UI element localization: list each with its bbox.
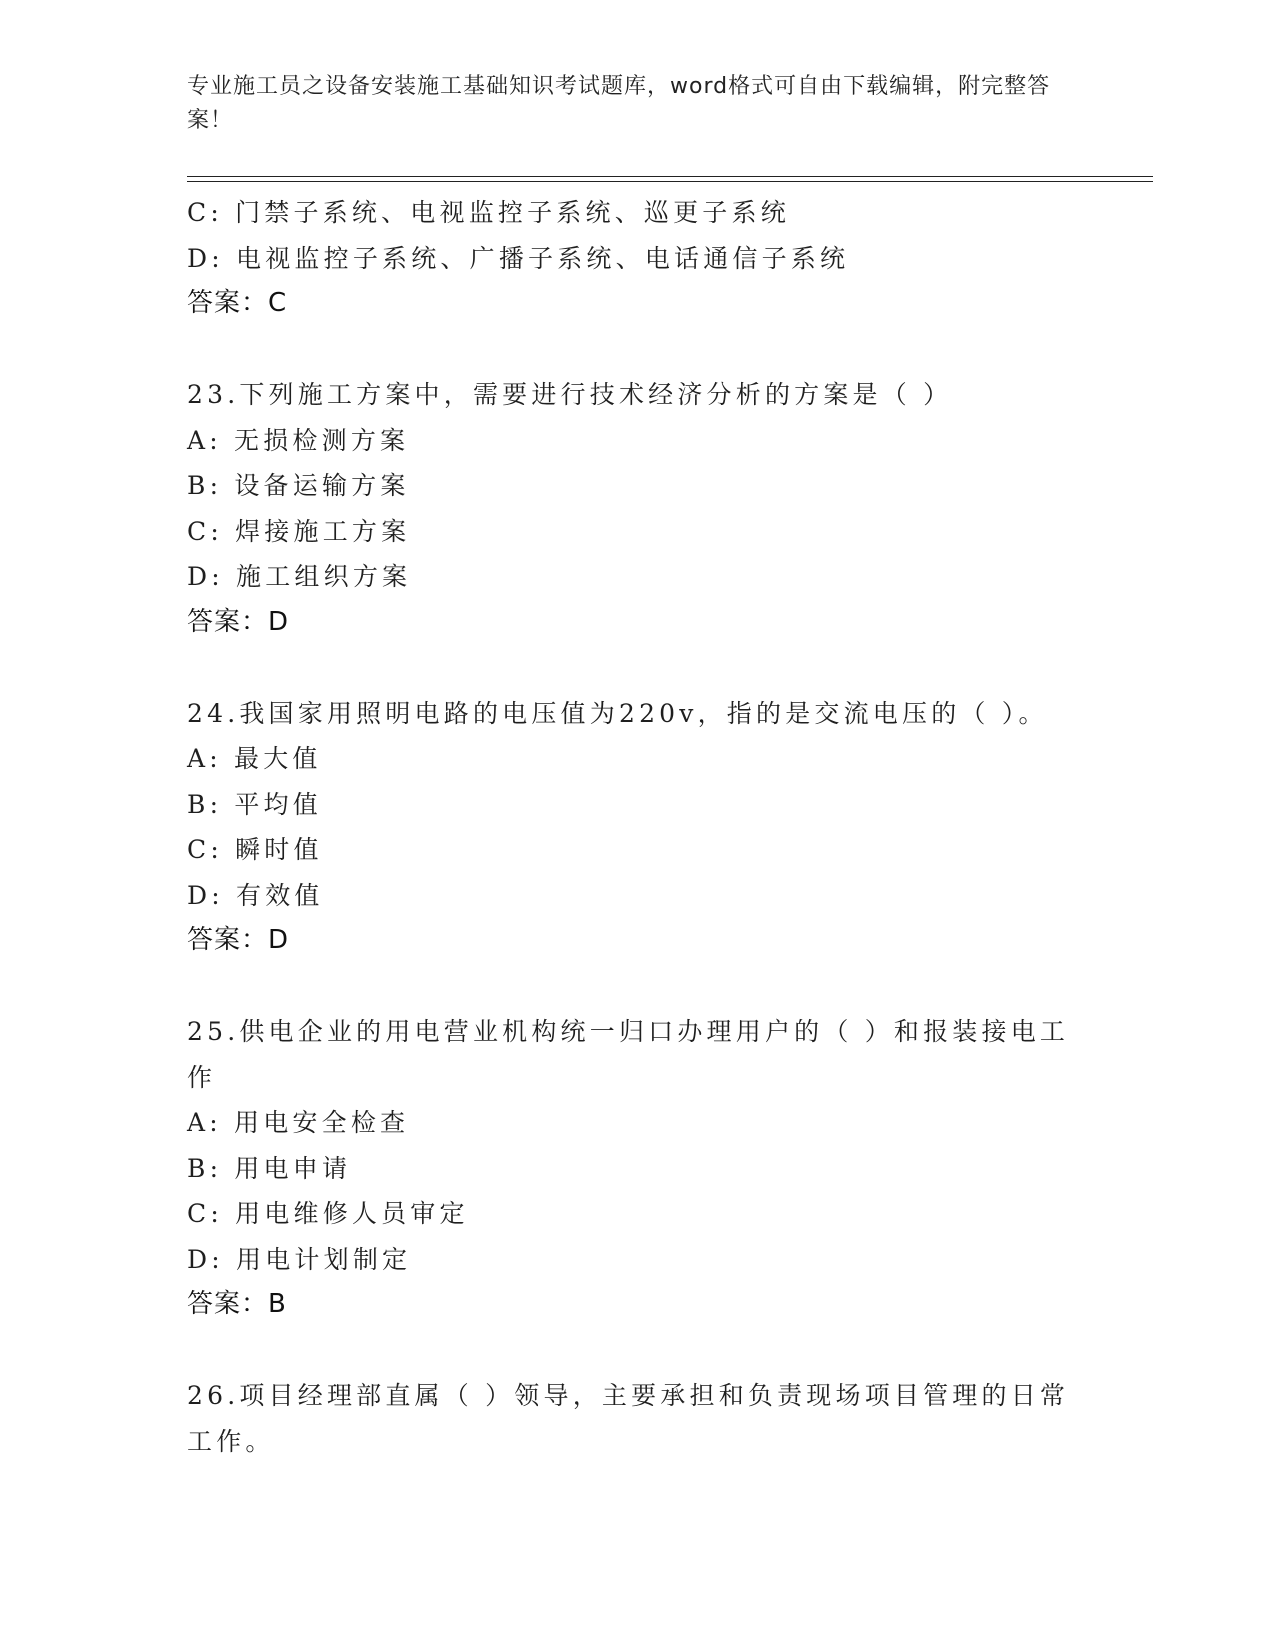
option-c: C: 门禁子系统、电视监控子系统、巡更子系统 [187, 198, 790, 227]
answer-label: 答案：D [187, 925, 290, 955]
spacer [187, 964, 1087, 1010]
answer-label: 答案：B [187, 1289, 287, 1319]
spacer [187, 645, 1087, 691]
question-25 [187, 1009, 1087, 1328]
header-divider-bottom [187, 181, 1153, 182]
option-d: D: 有效值 [187, 880, 324, 910]
option-d: D: 用电计划制定 [187, 1244, 412, 1274]
option-d: D: 施工组织方案 [187, 562, 412, 591]
question-text: 24.我国家用照明电路的电压值为220v，指的是交流电压的（ ）。 [187, 698, 1048, 728]
option-a: A: 用电安全检查 [187, 1108, 410, 1137]
answer-label: 答案：C [187, 288, 288, 318]
question-text-line-1: 25.供电企业的用电营业机构统一归口办理用户的（ ）和报装接电工 [187, 1017, 1070, 1046]
option-a: A: 最大值 [187, 744, 322, 773]
question-23 [187, 372, 1087, 645]
question-text: 23.下列施工方案中，需要进行技术经济分析的方案是（ ） [187, 380, 953, 409]
option-b: B: 平均值 [187, 789, 322, 819]
option-b: B: 设备运输方案 [187, 471, 410, 500]
question-list [187, 190, 1087, 1464]
question-text-line-2: 作 [187, 1062, 217, 1092]
question-22-continued [187, 190, 1087, 327]
spacer [187, 1328, 1087, 1374]
option-a: A: 无损检测方案 [187, 425, 410, 455]
option-c: C: 瞬时值 [187, 835, 323, 864]
question-24 [187, 691, 1087, 964]
answer-label: 答案：D [187, 606, 290, 637]
spacer [187, 327, 1087, 373]
option-d: D: 电视监控子系统、广播子系统、电话通信子系统 [187, 243, 850, 273]
option-c: C: 焊接施工方案 [187, 516, 411, 546]
header-divider-top [187, 176, 1153, 177]
question-26 [187, 1373, 1087, 1464]
document-header: 专业施工员之设备安装施工基础知识考试题库，word格式可自由下载编辑，附完整答案！ [187, 74, 1051, 133]
question-text-line-2: 工作。 [187, 1426, 275, 1456]
option-c: C: 用电维修人员审定 [187, 1199, 469, 1228]
question-text-line-1: 26.项目经理部直属（ ）领导，主要承担和负责现场项目管理的日常 [187, 1381, 1070, 1410]
option-b: B: 用电申请 [187, 1153, 352, 1183]
